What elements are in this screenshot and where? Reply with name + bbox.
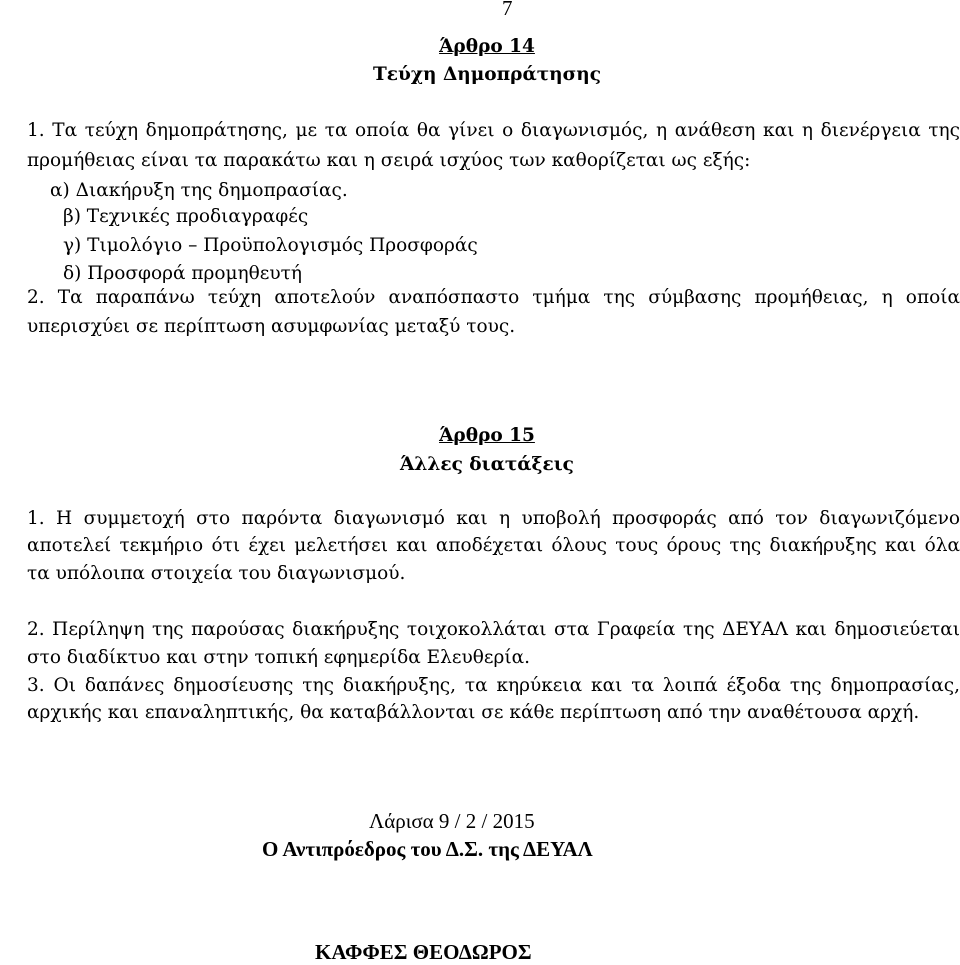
article-15-heading-text: Άρθρο 15 [439,425,535,446]
article-14-p2-line2: υπερισχύει σε περίπτωση ασυμφωνίας μεταξύ τους. [27,316,516,337]
list-item: β) Τεχνικές προδιαγραφές [63,206,309,227]
list-item: α) Διακήρυξη της δημοπρασίας. [50,180,348,201]
article-15-title: Άλλες διατάξεις [400,454,574,475]
list-item: δ) Προσφορά προμηθευτή [63,263,302,284]
article-15-p2-line1: 2. Περίληψη της παρούσας διακήρυξης τοιχοκολλάται στα Γραφεία της ΔΕΥΑΛ και δημοσιεύεται [27,619,960,640]
article-14-p1-line2: προμήθειας είναι τα παρακάτω και η σειρά ισχύος των καθορίζεται ως εξής: [27,150,751,171]
signature-name: ΚΑΦΦΕΣ ΘΕΟΔΩΡΟΣ [315,940,532,964]
article-15-p1-line2: αποτελεί τεκμήριο ότι έχει μελετήσει και αποδέχεται όλους τους όρους της διακήρυξης και όλα [27,535,960,556]
article-14-heading-text: Άρθρο 14 [439,36,535,57]
page-number: 7 [502,0,513,20]
article-15-p3-line1: 3. Οι δαπάνες δημοσίευσης της διακήρυξης, τα κηρύκεια και τα λοιπά έξοδα της δημοπρασίας, [27,675,960,696]
article-14-p2-line1: 2. Τα παραπάνω τεύχη αποτελούν αναπόσπαστο τμήμα της σύμβασης προμήθειας, η οποία [27,287,960,308]
list-item: γ) Τιμολόγιο – Προϋπολογισμός Προσφοράς [63,235,478,256]
article-14-title: Τεύχη Δημοπράτησης [373,64,601,85]
signature-place-date: Λάρισα 9 / 2 / 2015 [369,809,535,833]
article-15-p3-line2: αρχικής και επαναληπτικής, θα καταβάλλονται σε κάθε περίπτωση από την αναθέτουσα αρχή. [27,702,920,723]
article-14-p1-line1: 1. Τα τεύχη δημοπράτησης, με τα οποία θα γίνει ο διαγωνισμός, η ανάθεση και η διενέργεια της [27,120,960,141]
article-14-heading [0,36,960,57]
article-15-p2-line2: στο διαδίκτυο και στην τοπική εφημερίδα Ελευθερία. [27,647,530,668]
article-15-p1-line3: τα υπόλοιπα στοιχεία του διαγωνισμού. [27,563,406,584]
signature-role: Ο Αντιπρόεδρος του Δ.Σ. της ΔΕΥΑΛ [262,837,593,861]
article-15-p1-line1: 1. Η συμμετοχή στο παρόντα διαγωνισμό και η υποβολή προσφοράς από τον διαγωνιζόμενο [27,508,960,529]
article-15-heading [0,425,960,446]
